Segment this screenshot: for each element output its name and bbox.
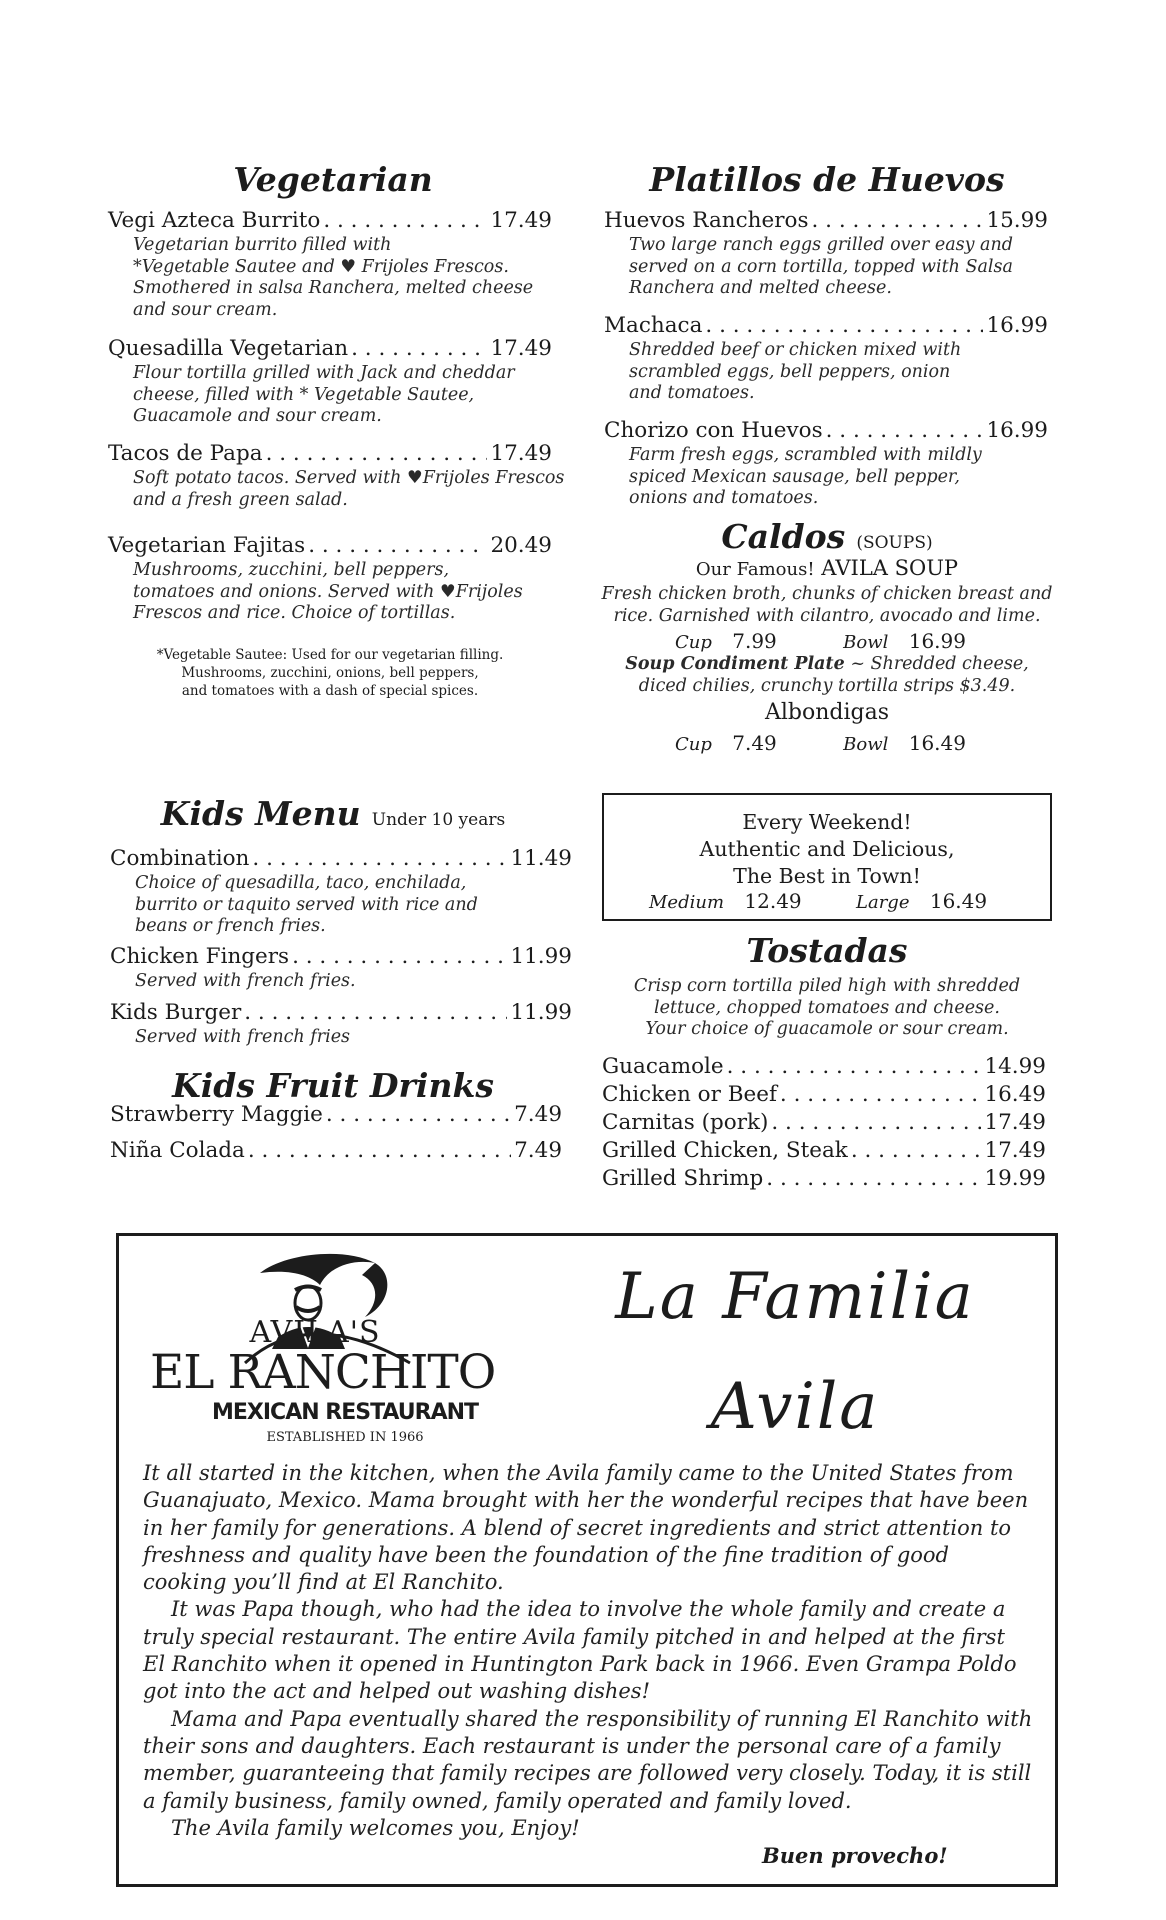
menu-item-combination bbox=[110, 845, 572, 938]
item-name: Chorizo con Huevos bbox=[604, 418, 823, 443]
item-name: Chicken Fingers bbox=[110, 944, 290, 969]
medium-label: Medium bbox=[649, 892, 725, 913]
menu-item-machaca bbox=[604, 312, 1048, 405]
desc-line: Fresh chicken broth, chunks of chicken breast and bbox=[601, 584, 1053, 604]
story-paragraph: It was Papa though, who had the idea to involve the whole family and create a truly special restaurant. The entire Avila family pitched in and helped at the first El Ranchito when it opened in Huntington Park back in 1966. Even Grampa Poldo got into the act and helped out washing dishes! bbox=[143, 1597, 1017, 1704]
item-desc-line: Shredded beef or chicken mixed with bbox=[629, 340, 962, 360]
tostadas-list bbox=[602, 1053, 1046, 1193]
item-price: 17.49 bbox=[490, 441, 552, 466]
cup-price: 7.49 bbox=[732, 731, 777, 755]
item-name: Niña Colada bbox=[110, 1138, 245, 1163]
desc-line: Crisp corn tortilla piled high with shredded bbox=[633, 976, 1021, 996]
weekend-line: The Best in Town! bbox=[733, 864, 921, 888]
item-name: Kids Burger bbox=[110, 1000, 242, 1025]
avila-heading: Avila bbox=[710, 1370, 880, 1444]
bowl-label: Bowl bbox=[843, 734, 889, 755]
item-desc-line: and tomatoes. bbox=[629, 383, 755, 403]
item-desc-line: onions and tomatoes. bbox=[629, 488, 819, 508]
menu-item-quesadilla-vegetarian bbox=[108, 335, 552, 428]
item-desc-line: *Vegetable Sautee and ♥ Frijoles Frescos. bbox=[133, 256, 509, 277]
menu-item-vegetarian-fajitas bbox=[108, 532, 552, 625]
list-item bbox=[602, 1109, 1046, 1137]
item-name: Combination bbox=[110, 846, 250, 871]
kids-menu-heading bbox=[108, 794, 558, 833]
item-desc-line: beans or french fries. bbox=[135, 916, 326, 936]
condiment-desc: ~ Shredded cheese, bbox=[850, 654, 1029, 674]
menu-item-huevos-rancheros bbox=[604, 207, 1048, 300]
item-price: 15.99 bbox=[986, 208, 1048, 233]
tostadas-title: Tostadas bbox=[746, 931, 908, 970]
item-name: Machaca bbox=[604, 313, 703, 338]
desc-line: Your choice of guacamole or sour cream. bbox=[645, 1019, 1009, 1039]
list-item bbox=[602, 1137, 1046, 1165]
item-desc-line: tomatoes and onions. Served with ♥Frijoles bbox=[133, 581, 523, 602]
large-label: Large bbox=[856, 892, 910, 913]
family-story bbox=[143, 1460, 1033, 1842]
item-desc-line: Flour tortilla grilled with Jack and cheddar bbox=[133, 363, 515, 383]
item-desc-line: Served with french fries bbox=[135, 1027, 351, 1047]
caldos-heading bbox=[602, 517, 1052, 556]
albondigas-prices bbox=[675, 731, 1015, 755]
weekend-line: Every Weekend! bbox=[742, 810, 912, 834]
item-name: Grilled Chicken, Steak bbox=[602, 1138, 848, 1163]
famous-prefix: Our Famous! bbox=[695, 559, 815, 580]
logo-line-avilas: AVILA'S bbox=[249, 1315, 381, 1350]
item-desc-line: Choice of quesadilla, taco, enchilada, bbox=[135, 873, 467, 893]
item-desc-line: Farm fresh eggs, scrambled with mildly bbox=[629, 445, 982, 465]
item-desc-line: Frescos and rice. Choice of tortillas. bbox=[133, 603, 456, 623]
weekend-special-box bbox=[602, 793, 1052, 921]
item-name: Quesadilla Vegetarian bbox=[108, 336, 349, 361]
weekend-lines bbox=[604, 809, 1050, 890]
albondigas-title: Albondigas bbox=[764, 700, 890, 725]
list-item bbox=[602, 1081, 1046, 1109]
kids-menu-subtitle: Under 10 years bbox=[371, 810, 506, 830]
item-price: 11.99 bbox=[510, 944, 572, 969]
item-price: 11.99 bbox=[510, 1000, 572, 1025]
item-price: 20.49 bbox=[490, 533, 552, 558]
menu-item-kids-burger bbox=[110, 999, 572, 1049]
item-name: Carnitas (pork) bbox=[602, 1110, 769, 1135]
condiment-label: Soup Condiment Plate bbox=[625, 654, 845, 674]
note-line: and tomatoes with a dash of special spices. bbox=[181, 683, 479, 699]
item-price: 7.49 bbox=[514, 1138, 562, 1163]
caldos-subtitle: (SOUPS) bbox=[856, 533, 933, 553]
weekend-line: Authentic and Delicious, bbox=[699, 837, 955, 861]
menu-item-chorizo-con-huevos bbox=[604, 417, 1048, 510]
list-item bbox=[110, 1137, 562, 1165]
menu-item-chicken-fingers bbox=[110, 943, 572, 993]
item-desc-line: Soft potato tacos. Served with ♥Frijoles Frescos bbox=[133, 468, 565, 488]
condiment-line-2: diced chilies, crunchy tortilla strips $3.49. bbox=[638, 675, 1016, 696]
kids-drinks-list bbox=[110, 1101, 562, 1165]
item-price: 11.49 bbox=[510, 846, 572, 871]
item-desc-line: cheese, filled with * Vegetable Sautee, bbox=[133, 384, 475, 405]
item-desc-line: Ranchera and melted cheese. bbox=[629, 278, 892, 298]
huevos-title: Platillos de Huevos bbox=[649, 160, 1005, 199]
avila-soup-heading bbox=[592, 556, 1062, 580]
note-line: Mushrooms, zucchini, onions, bell peppers, bbox=[181, 665, 479, 681]
cup-price: 7.99 bbox=[732, 629, 777, 653]
avila-soup-desc bbox=[582, 584, 1072, 627]
item-price: 17.49 bbox=[490, 336, 552, 361]
item-desc-line: Mushrooms, zucchini, bell peppers, bbox=[133, 560, 450, 580]
item-price: 14.99 bbox=[984, 1054, 1046, 1079]
logo-line-established: ESTABLISHED IN 1966 bbox=[266, 1430, 424, 1445]
tostadas-desc bbox=[592, 976, 1062, 1041]
item-price: 7.49 bbox=[514, 1102, 562, 1127]
story-paragraph: It all started in the kitchen, when the Avila family came to the United States from Guanajuato, Mexico. Mama brought with her the wonderful recipes that have been in her family for generations. A blend of secret ingredients and strict attention to freshness and quality have been the foundation of the fine tradition of good cooking you’ll find at El Ranchito. bbox=[143, 1461, 1029, 1595]
kids-menu-title: Kids Menu bbox=[160, 794, 361, 833]
menu-item-vegi-azteca-burrito bbox=[108, 207, 552, 321]
logo-line-mexican-restaurant: MEXICAN RESTAURANT bbox=[211, 1400, 479, 1425]
item-desc-line: burrito or taquito served with rice and bbox=[135, 894, 478, 915]
item-name: Grilled Shrimp bbox=[602, 1166, 764, 1191]
item-desc-line: Two large ranch eggs grilled over easy and bbox=[629, 235, 1013, 255]
item-name: Strawberry Maggie bbox=[110, 1102, 323, 1127]
condiment-line-1 bbox=[582, 654, 1072, 676]
story-paragraph: Mama and Papa eventually shared the responsibility of running El Ranchito with their sons and daughters. Each restaurant is under the personal care of a family member, guaranteeing that family recipes are followed very closely. Today, it is still a family business, family owned, family operated and family loved. bbox=[143, 1706, 1033, 1813]
caldos-title: Caldos bbox=[721, 517, 846, 556]
item-name: Vegetarian Fajitas bbox=[108, 533, 306, 558]
soup-condiment-plate bbox=[582, 654, 1072, 697]
desc-line: lettuce, chopped tomatoes and cheese. bbox=[654, 997, 1000, 1018]
menu-item-tacos-de-papa bbox=[108, 440, 578, 511]
desc-line: rice. Garnished with cilantro, avocado and lime. bbox=[613, 605, 1041, 626]
story-paragraph: The Avila family welcomes you, Enjoy! bbox=[171, 1815, 580, 1840]
item-price: 16.99 bbox=[986, 313, 1048, 338]
avila-soup-prices bbox=[675, 629, 1015, 653]
item-desc-line: scrambled eggs, bell peppers, onion bbox=[629, 361, 951, 382]
item-price: 16.49 bbox=[984, 1082, 1046, 1107]
item-price: 16.99 bbox=[986, 418, 1048, 443]
logo-line-el-ranchito: EL RANCHITO bbox=[150, 1345, 496, 1400]
vegetable-sautee-note bbox=[140, 646, 520, 700]
item-name: Tacos de Papa bbox=[108, 441, 263, 466]
buen-provecho: Buen provecho! bbox=[762, 1843, 948, 1868]
item-price: 17.49 bbox=[490, 208, 552, 233]
bowl-price: 16.99 bbox=[908, 629, 966, 653]
item-desc-line: and sour cream. bbox=[133, 299, 278, 320]
item-desc-line: Vegetarian burrito filled with bbox=[133, 235, 392, 255]
item-price: 17.49 bbox=[984, 1110, 1046, 1135]
item-desc-line: Served with french fries. bbox=[135, 971, 356, 991]
item-desc-line: Guacamole and sour cream. bbox=[133, 406, 382, 426]
cup-label: Cup bbox=[675, 734, 712, 755]
item-desc-line: and a fresh green salad. bbox=[133, 489, 348, 510]
bowl-price: 16.49 bbox=[908, 731, 966, 755]
item-price: 17.49 bbox=[984, 1138, 1046, 1163]
weekend-prices bbox=[649, 889, 1029, 913]
item-name: Chicken or Beef bbox=[602, 1082, 777, 1107]
la-familia-heading: La Familia bbox=[615, 1260, 975, 1334]
medium-price: 12.49 bbox=[744, 889, 802, 913]
list-item bbox=[110, 1101, 562, 1129]
restaurant-logo bbox=[150, 1245, 550, 1450]
item-price: 19.99 bbox=[984, 1166, 1046, 1191]
item-desc-line: spiced Mexican sausage, bell pepper, bbox=[629, 466, 960, 487]
vegetarian-title: Vegetarian bbox=[233, 160, 433, 199]
item-name: Guacamole bbox=[602, 1054, 724, 1079]
item-desc-line: served on a corn tortilla, topped with Salsa bbox=[629, 256, 1013, 277]
bowl-label: Bowl bbox=[843, 632, 889, 653]
cup-label: Cup bbox=[675, 632, 712, 653]
large-price: 16.49 bbox=[929, 889, 988, 913]
note-line: *Vegetable Sautee: Used for our vegetarian filling. bbox=[156, 647, 504, 663]
list-item bbox=[602, 1165, 1046, 1193]
avila-soup-name: AVILA SOUP bbox=[821, 556, 959, 580]
kids-drinks-title: Kids Fruit Drinks bbox=[172, 1066, 494, 1105]
item-name: Huevos Rancheros bbox=[604, 208, 809, 233]
item-name: Vegi Azteca Burrito bbox=[108, 208, 321, 233]
item-desc-line: Smothered in salsa Ranchera, melted cheese bbox=[133, 278, 534, 298]
list-item bbox=[602, 1053, 1046, 1081]
